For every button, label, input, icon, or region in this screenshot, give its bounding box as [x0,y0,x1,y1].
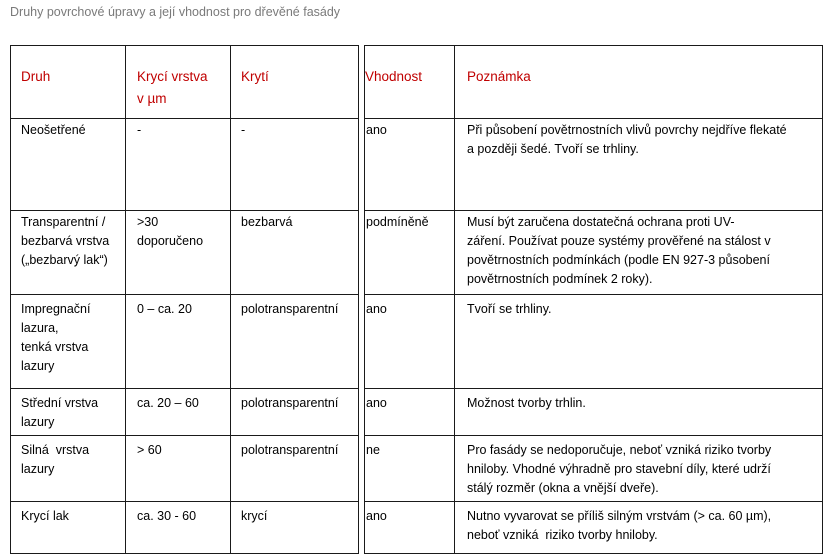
header-vhodnost: Vhodnost [365,46,455,119]
cell-vhodnost: podmíněně [365,211,455,295]
cell-poznamka: Při působení povětrnostních vlivů povrchy nejdříve flekaté a později šedé. Tvoří se trhliny. [455,119,823,211]
cell-druh: Impregnační lazura, tenká vrstva lazury [11,295,126,389]
header-kryti: Krytí [231,46,359,119]
cell-poznamka: Nutno vyvarovat se příliš silným vrstvám (> ca. 60 µm), neboť vzniká riziko tvorby hniloby. [455,502,823,554]
cell-kryti: polotransparentní [231,436,359,502]
cell-kryci-vrstva: > 60 [126,436,231,502]
cell-poznamka: Tvoří se trhliny. [455,295,823,389]
cell-kryci-vrstva: >30 doporučeno [126,211,231,295]
cell-poznamka: Pro fasády se nedoporučuje, neboť vzniká riziko tvorby hniloby. Vhodné výhradně pro stavební díly, které udrží stálý rozměr (okna a vnější dveře). [455,436,823,502]
cell-kryti: bezbarvá [231,211,359,295]
header-row [11,46,823,119]
table-row [11,211,823,295]
header-druh: Druh [11,46,126,119]
table-row [11,389,823,436]
cell-kryci-vrstva: - [126,119,231,211]
cell-druh: Silná vrstva lazury [11,436,126,502]
cell-kryci-vrstva: ca. 20 – 60 [126,389,231,436]
cell-vhodnost: ne [365,436,455,502]
cell-vhodnost: ano [365,295,455,389]
table-row [11,295,823,389]
cell-kryti: - [231,119,359,211]
cell-poznamka: Musí být zaručena dostatečná ochrana proti UV- záření. Používat pouze systémy prověřené na stálost v povětrnostních podmínkách (podle EN 927-3 působení povětrnostních podmínek 2 roky). [455,211,823,295]
cell-kryci-vrstva: 0 – ca. 20 [126,295,231,389]
cell-vhodnost: ano [365,119,455,211]
cell-poznamka: Možnost tvorby trhlin. [455,389,823,436]
table-row [11,436,823,502]
cell-druh: Krycí lak [11,502,126,554]
header-poznamka: Poznámka [455,46,823,119]
table-caption: Druhy povrchové úpravy a její vhodnost pro dřevěné fasády [10,5,341,19]
cell-vhodnost: ano [365,502,455,554]
cell-kryti: polotransparentní [231,295,359,389]
table-row [11,119,823,211]
table-row [11,502,823,554]
cell-druh: Střední vrstva lazury [11,389,126,436]
cell-kryti: polotransparentní [231,389,359,436]
header-kryci-vrstva: Krycí vrstva v µm [126,46,231,119]
cell-kryci-vrstva: ca. 30 - 60 [126,502,231,554]
cell-vhodnost: ano [365,389,455,436]
cell-kryti: krycí [231,502,359,554]
cell-druh: Transparentní / bezbarvá vrstva („bezbarvý lak“) [11,211,126,295]
cell-druh: Neošetřené [11,119,126,211]
surface-treatment-table [10,45,823,554]
